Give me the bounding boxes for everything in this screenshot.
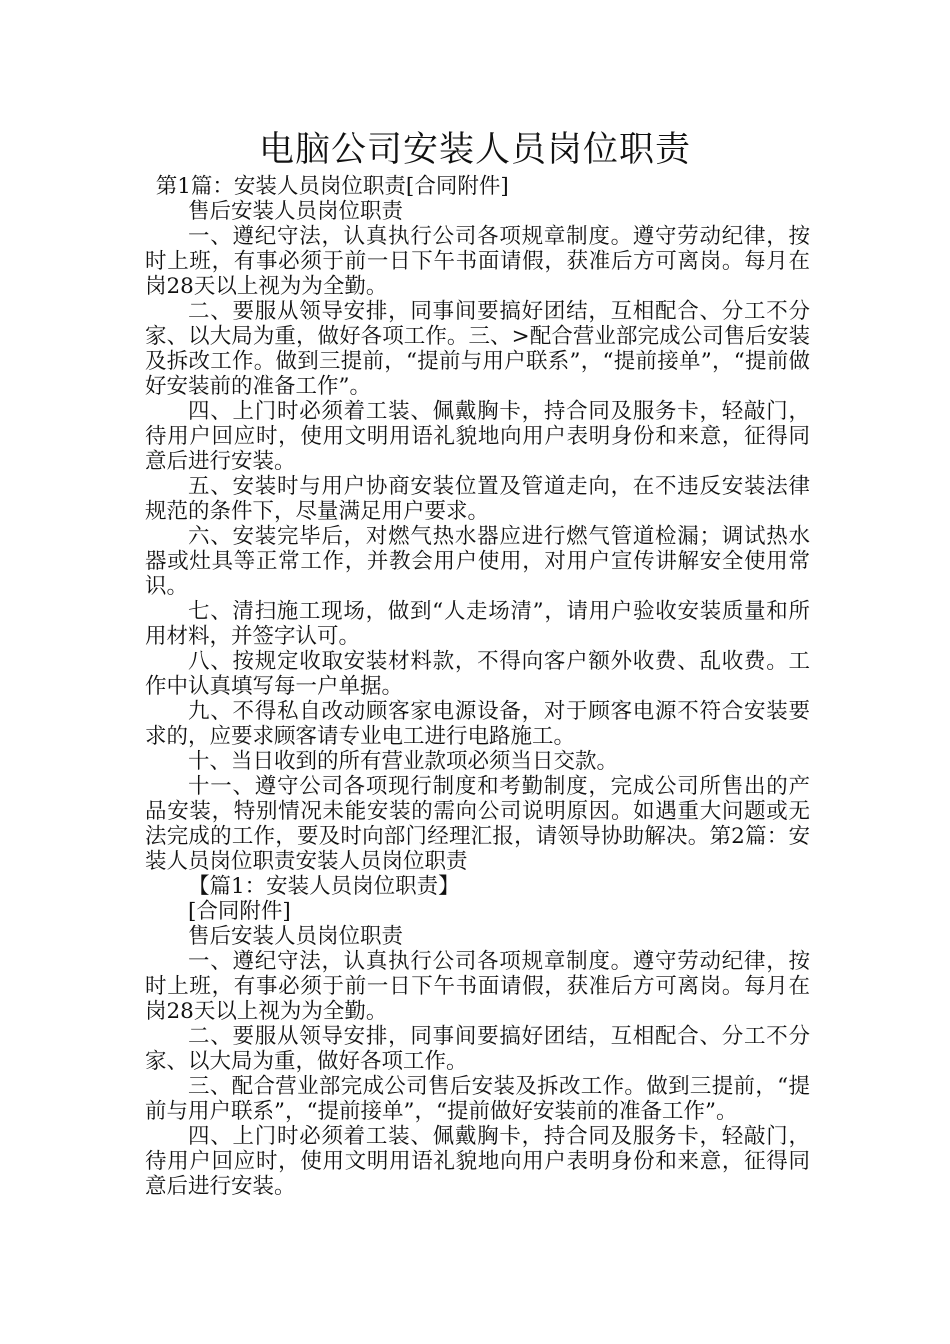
document-title: 电脑公司安装人员岗位职责 [258,130,691,170]
paragraph: 一、遵纪守法，认真执行公司各项规章制度。遵守劳动纪律，按时上班，有事必须于前一日下午书面请假，获准后方可离岗。每月在岗28天以上视为为全勤。 [145,224,810,299]
paragraph: 三、配合营业部完成公司售后安装及拆改工作。做到三提前，“提前与用户联系”，“提前接单”，“提前做好安装前的准备工作”。 [145,1074,810,1124]
section-heading-part-1: 第1篇：安装人员岗位职责[合同附件] [155,174,509,199]
paragraph: 六、安装完毕后，对燃气热水器应进行燃气管道检漏；调试热水器或灶具等正常工作，并教会用户使用，对用户宣传讲解安全使用常识。 [145,524,810,599]
subheading: [合同附件] [188,899,291,924]
paragraph: 四、上门时必须着工装、佩戴胸卡，持合同及服务卡，轻敲门，待用户回应时，使用文明用语礼貌地向用户表明身份和来意，征得同意后进行安装。 [145,399,810,474]
paragraph: 七、清扫施工现场，做到“人走场清”，请用户验收安装质量和所用材料，并签字认可。 [145,599,810,649]
subheading: 售后安装人员岗位职责 [188,199,404,224]
subheading: 【篇1：安装人员岗位职责】 [188,874,460,899]
paragraph: 八、按规定收取安装材料款，不得向客户额外收费、乱收费。工作中认真填写每一户单据。 [145,649,810,699]
paragraph: 二、要服从领导安排，同事间要搞好团结，互相配合、分工不分家、以大局为重，做好各项工作。 [145,1024,810,1074]
paragraph: 四、上门时必须着工装、佩戴胸卡，持合同及服务卡，轻敲门，待用户回应时，使用文明用语礼貌地向用户表明身份和来意，征得同意后进行安装。 [145,1124,810,1199]
paragraph: 九、不得私自改动顾客家电源设备，对于顾客电源不符合安装要求的，应要求顾客请专业电工进行电路施工。 [145,699,810,749]
paragraph: 二、要服从领导安排，同事间要搞好团结，互相配合、分工不分家、以大局为重，做好各项工作。三、>配合营业部完成公司售后安装及拆改工作。做到三提前，“提前与用户联系”，“提前接单”，“提前做好安装前的准备工作”。 [145,299,810,399]
subheading: 售后安装人员岗位职责 [188,924,404,949]
document-body [145,174,810,1199]
paragraph: 十、当日收到的所有营业款项必须当日交款。 [188,749,619,774]
paragraph: 五、安装时与用户协商安装位置及管道走向，在不违反安装法律规范的条件下，尽量满足用户要求。 [145,474,810,524]
paragraph: 一、遵纪守法，认真执行公司各项规章制度。遵守劳动纪律，按时上班，有事必须于前一日下午书面请假，获准后方可离岗。每月在岗28天以上视为为全勤。 [145,949,810,1024]
paragraph: 十一、遵守公司各项现行制度和考勤制度，完成公司所售出的产品安装，特别情况未能安装的需向公司说明原因。如遇重大问题或无法完成的工作，要及时向部门经理汇报，请领导协助解决。第2篇：安装人员岗位职责安装人员岗位职责 [145,774,810,874]
